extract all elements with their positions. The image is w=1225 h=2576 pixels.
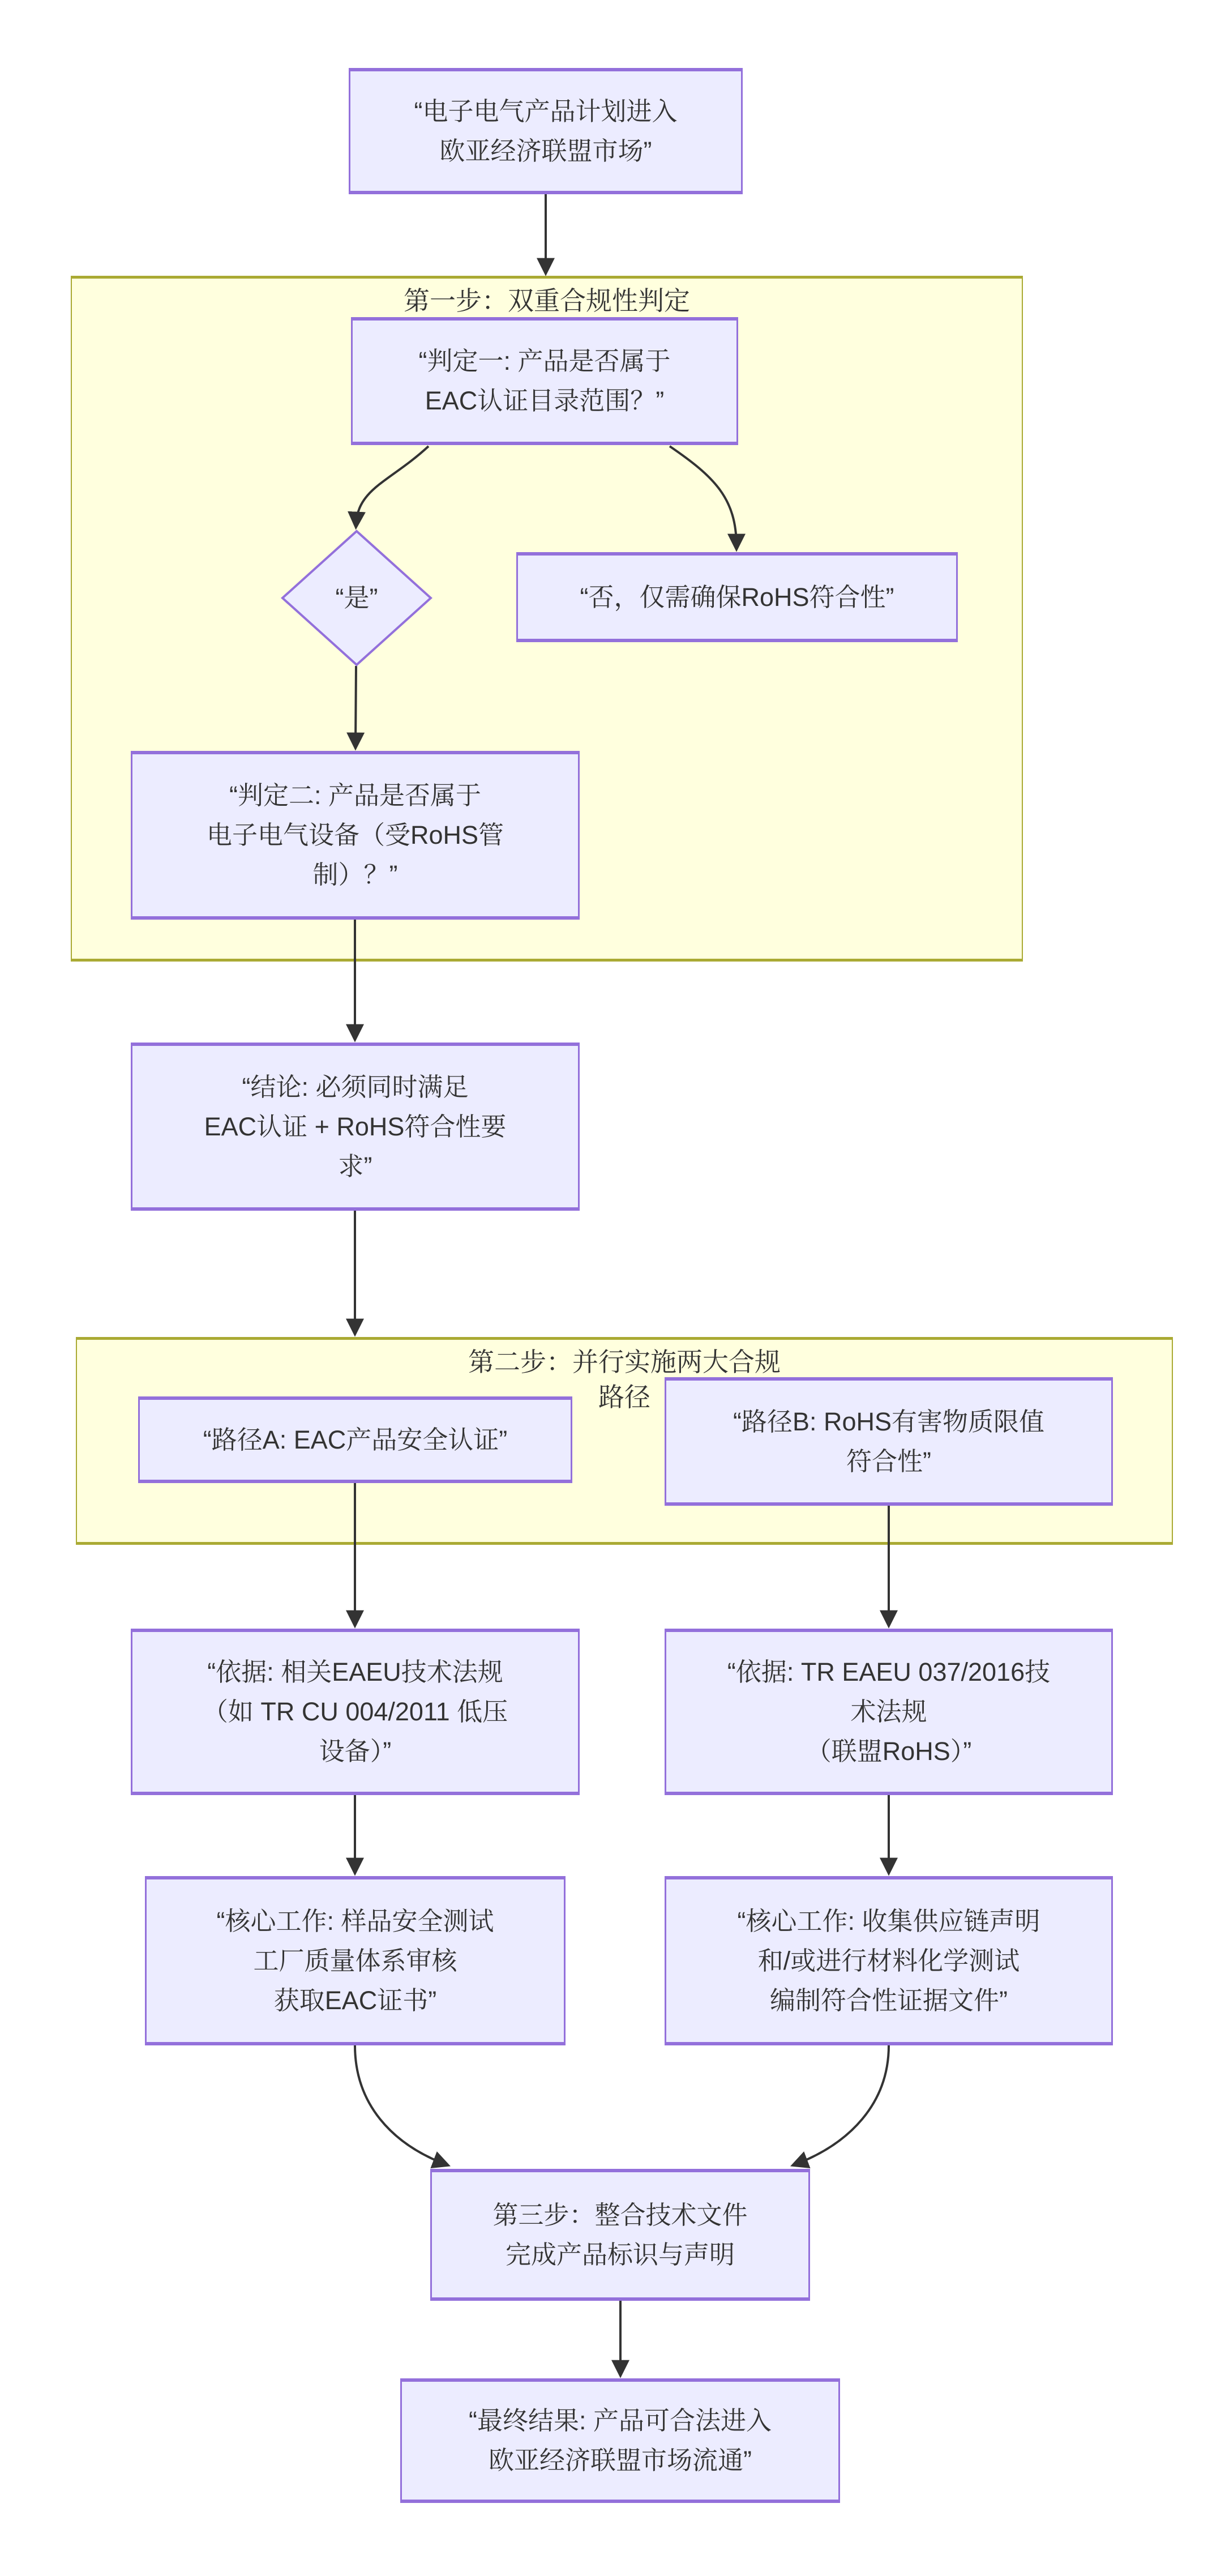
node-pathA [138, 1396, 572, 1483]
node-coreB-line3: 编制符合性证据文件” [770, 1985, 1008, 2015]
node-pathB [665, 1377, 1113, 1506]
node-step3 [430, 2169, 810, 2301]
node-yes-line1: “是” [335, 583, 378, 612]
edge-check1-to-no [670, 446, 736, 546]
node-conclusion-line3: 求” [338, 1151, 372, 1181]
edge-coreA-to-step3 [355, 2045, 446, 2164]
node-basisB [665, 1629, 1113, 1795]
node-start-line2: 欧亚经济联盟市场” [439, 136, 652, 165]
node-coreA [145, 1876, 566, 2045]
node-conclusion-line1: “结论: 必须同时满足 [242, 1072, 469, 1101]
edge-coreB-to-step3 [795, 2045, 889, 2164]
node-coreA-line3: 获取EAC证书” [273, 1985, 437, 2015]
node-start [349, 68, 743, 194]
node-coreB-line2: 和/或进行材料化学测试 [757, 1946, 1020, 1975]
node-pathA-line1: “路径A: EAC产品安全认证” [203, 1425, 508, 1454]
node-pathB-line1: “路径B: RoHS有害物质限值 [733, 1407, 1045, 1436]
node-step3-line1: 第三步：整合技术文件 [492, 2200, 748, 2229]
node-basisB-line1: “依据: TR EAEU 037/2016技 [727, 1657, 1051, 1686]
node-coreA-line2: 工厂质量体系审核 [253, 1946, 457, 1975]
node-conclusion [131, 1043, 580, 1211]
node-final-line2: 欧亚经济联盟市场流通” [489, 2446, 752, 2475]
node-conclusion-line2: EAC认证 + RoHS符合性要 [204, 1112, 507, 1141]
node-step3-line2: 完成产品标识与声明 [505, 2240, 735, 2269]
node-final-line1: “最终结果: 产品可合法进入 [469, 2406, 772, 2435]
node-yes [281, 530, 432, 666]
node-start-line1: “电子电气产品计划进入 [414, 96, 678, 126]
node-check2-line3: 制）？” [312, 860, 398, 889]
node-no-line1: “否，仅需确保RoHS符合性” [580, 582, 894, 612]
node-pathB-line2: 符合性” [846, 1446, 931, 1476]
node-check1-line2: EAC认证目录范围？” [425, 386, 665, 415]
node-check2 [131, 751, 580, 920]
node-basisA-line2: （如 TR CU 004/2011 低压 [202, 1697, 508, 1726]
edge-check1-to-yes [356, 446, 429, 524]
node-coreB-line1: “核心工作: 收集供应链声明 [737, 1906, 1040, 1936]
node-no [516, 552, 958, 642]
node-basisA-line1: “依据: 相关EAEU技术法规 [207, 1657, 503, 1686]
node-coreA-line1: “核心工作: 样品安全测试 [216, 1906, 494, 1936]
node-check1 [351, 317, 738, 445]
node-coreB [665, 1876, 1113, 2045]
node-check1-line1: “判定一: 产品是否属于 [418, 347, 671, 375]
node-basisB-line3: （联盟RoHS）” [806, 1737, 972, 1766]
node-basisA [131, 1629, 580, 1795]
node-basisB-line2: 术法规 [850, 1697, 927, 1726]
cluster-step2-title-line1: 第二步：并行实施两大合规 [468, 1347, 781, 1377]
node-check2-line2: 电子电气设备（受RoHS管 [206, 821, 504, 849]
edge-yes-to-check2 [355, 666, 356, 745]
cluster-step2-title-line2: 路径 [598, 1382, 650, 1412]
node-basisA-line3: 设备）” [319, 1737, 392, 1766]
node-check2-line1: “判定二: 产品是否属于 [229, 781, 481, 810]
node-final [400, 2378, 840, 2503]
cluster-step1-title: 第一步：双重合规性判定 [404, 286, 690, 315]
